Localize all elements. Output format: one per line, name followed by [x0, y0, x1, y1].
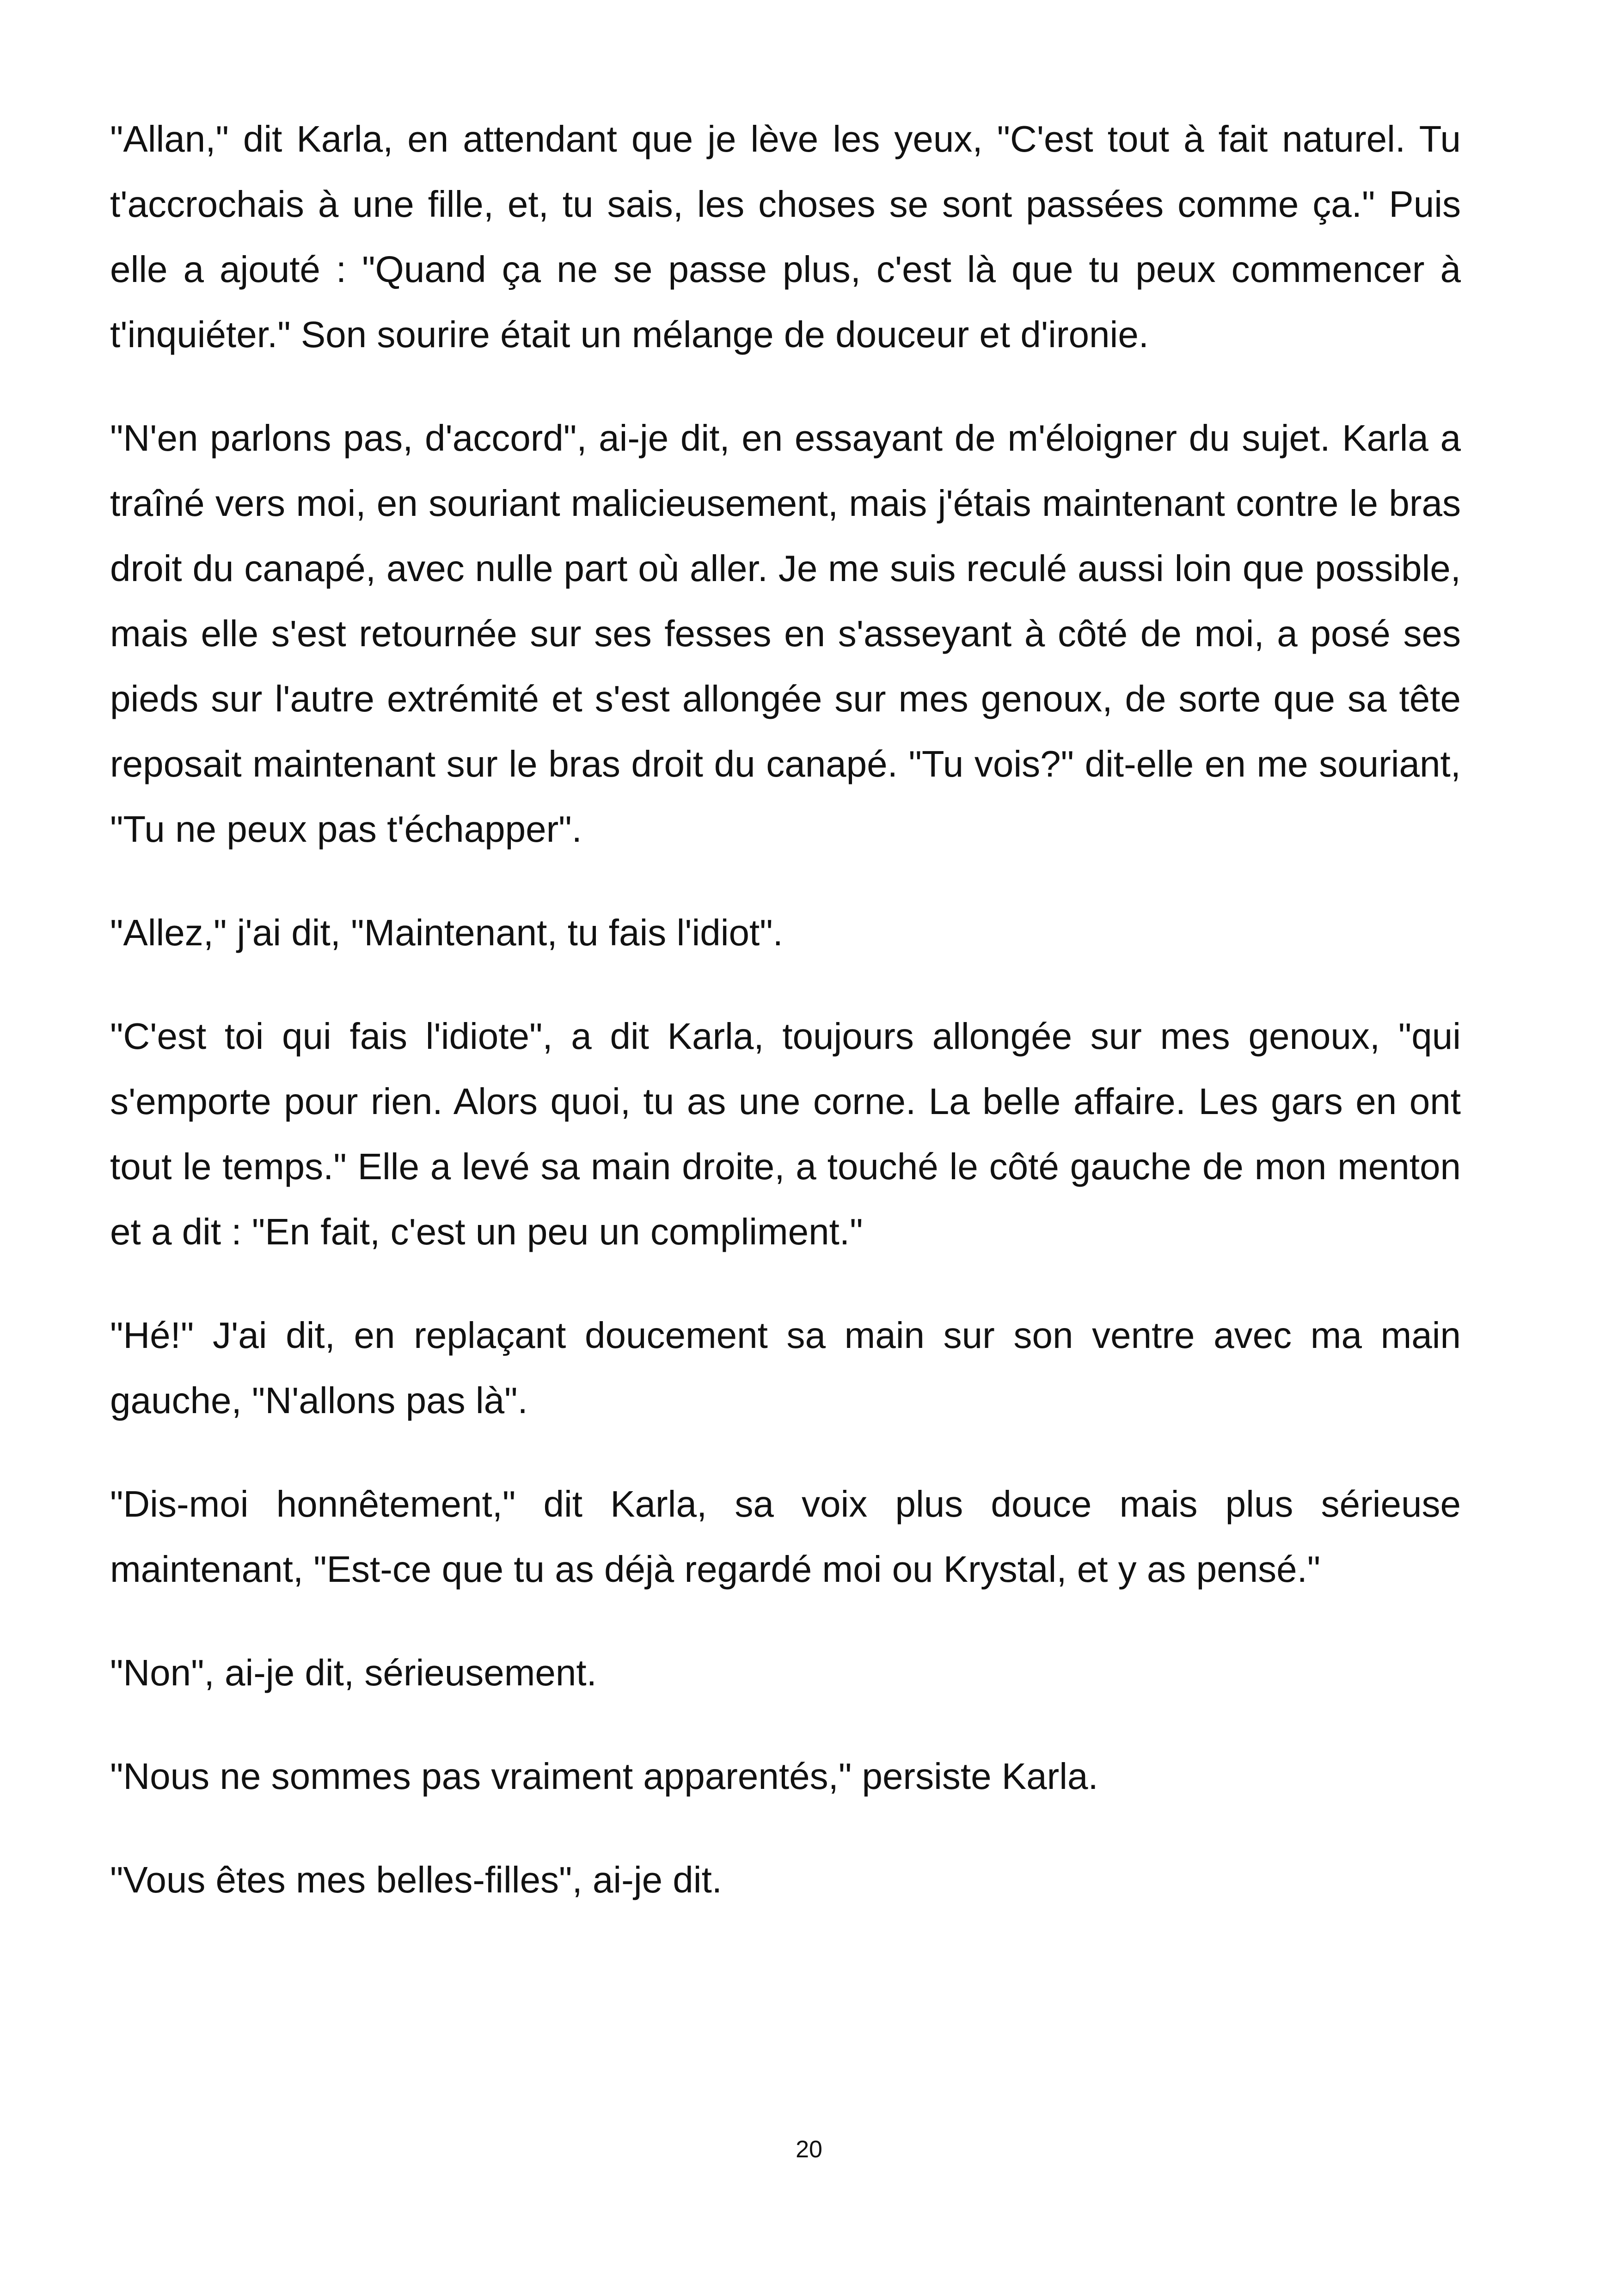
- paragraph-2: "N'en parlons pas, d'accord", ai-je dit, en essayant de m'éloigner du sujet. Karla a traîné vers moi, en souriant malicieusement, mais j'étais maintenant contre le bras droit du canapé, avec nulle part où aller. Je me suis reculé aussi loin que possible, mais elle s'est retournée sur ses fesses en s'asseyant à côté de moi, a posé ses pieds sur l'autre extrémité et s'est allongée sur mes genoux, de sorte que sa tête reposait maintenant sur le bras droit du canapé. "Tu vois?" dit-elle en me souriant, "Tu ne peux pas t'échapper".: [110, 417, 1461, 850]
- paragraph-9: "Vous êtes mes belles-filles", ai-je dit.: [110, 1859, 723, 1900]
- page-number: 20: [796, 2136, 822, 2163]
- paragraph-1: "Allan," dit Karla, en attendant que je lève les yeux, "C'est tout à fait naturel. Tu t'accrochais à une fille, et, tu sais, les choses se sont passées comme ça." Puis elle a ajouté : "Quand ça ne se passe plus, c'est là que tu peux commencer à t'inquiéter." Son sourire était un mélange de douceur et d'ironie.: [110, 118, 1461, 355]
- paragraph-7: "Non", ai-je dit, sérieusement.: [110, 1652, 597, 1693]
- paragraph-4: "C'est toi qui fais l'idiote", a dit Karla, toujours allongée sur mes genoux, "qui s'emporte pour rien. Alors quoi, tu as une corne. La belle affaire. Les gars en ont tout le temps." Elle a levé sa main droite, a touché le côté gauche de mon menton et a dit : "En fait, c'est un peu un compliment.": [110, 1016, 1461, 1252]
- paragraph-6: "Dis-moi honnêtement," dit Karla, sa voix plus douce mais plus sérieuse maintenant, "Est-ce que tu as déjà regardé moi ou Krystal, et y as pensé.": [110, 1483, 1461, 1590]
- paragraph-5: "Hé!" J'ai dit, en replaçant doucement sa main sur son ventre avec ma main gauche, "N'allons pas là".: [110, 1315, 1461, 1421]
- paragraph-3: "Allez," j'ai dit, "Maintenant, tu fais l'idiot".: [110, 912, 783, 953]
- paragraph-8: "Nous ne sommes pas vraiment apparentés," persiste Karla.: [110, 1756, 1098, 1797]
- body-text: [110, 106, 1461, 1951]
